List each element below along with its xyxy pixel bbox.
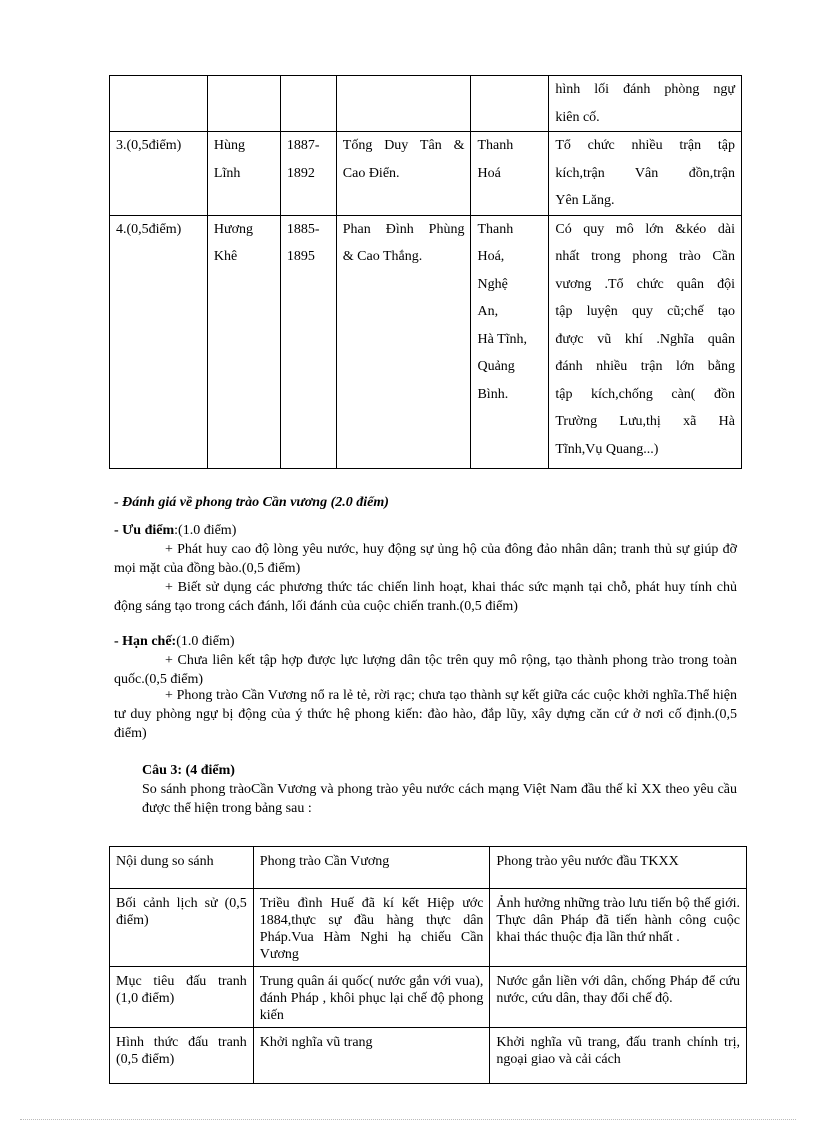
table-cell: Phan Đình Phùng & Cao Thắng. (336, 215, 471, 468)
question-3-title: Câu 3: (4 điểm) (142, 763, 235, 778)
table-header-cell: Phong trào Cần Vương (253, 847, 490, 889)
table-cell (336, 76, 471, 132)
table-cell (110, 76, 208, 132)
page-bottom-divider (20, 1119, 796, 1120)
advantage-point-1: + Phát huy cao độ lòng yêu nước, huy động sự ủng hộ của đông đảo nhân dân; tranh thủ sự giúp đỡ mọi mặt của đồng bào.(0,5 điểm) (114, 542, 737, 576)
table-cell: 1887- 1892 (280, 132, 336, 216)
table-header-cell: Phong trào yêu nước đầu TKXX (490, 847, 747, 889)
table-cell: Hùng Lĩnh (207, 132, 280, 216)
table-cell: 1885- 1895 (280, 215, 336, 468)
table-row (110, 215, 742, 468)
table-cell: Khởi nghĩa vũ trang, đấu tranh chính trị, ngoại giao và cải cách (490, 1028, 747, 1084)
advantage-point-2: + Biết sử dụng các phương thức tác chiến linh hoạt, khai thác sức mạnh tại chỗ, phát huy tính chủ động sáng tạo trong cách đánh, lối đánh của cuộc chiến tranh.(0,5 điểm) (114, 580, 737, 614)
table-header-row (110, 847, 747, 889)
table-cell: 3.(0,5điểm) (110, 132, 208, 216)
advantages-label: - Ưu điểm:(1.0 điểm) (114, 523, 237, 538)
question-3-intro: So sánh phong tràoCần Vương và phong trào yêu nước cách mạng Việt Nam đầu thế kỉ XX theo yêu cầu được thể hiện trong bảng sau : (142, 782, 737, 816)
table-row (110, 76, 742, 132)
table-cell: Triều đình Huế đã kí kết Hiệp ước 1884,thực sự đầu hàng thực dân Pháp.Vua Hàm Nghi hạ chiếu Cần Vương (253, 889, 490, 967)
limitations-label: - Hạn chế:(1.0 điểm) (114, 634, 235, 649)
table-cell: Có quy mô lớn &kéo dài nhất trong phong trào Cần vương .Tổ chức quân đội tập luyện quy cũ;chế tạo được vũ khí .Nghĩa quân đánh nhiều trận lớn bằng tập kích,chống càn( đồn Trường Lưu,thị xã Hà Tĩnh,Vụ Quang...) (549, 215, 742, 468)
table-cell (471, 76, 549, 132)
table-cell: Nước gắn liền với dân, chống Pháp để cứu nước, cứu dân, thay đổi chế độ. (490, 967, 747, 1028)
table-cell: Khởi nghĩa vũ trang (253, 1028, 490, 1084)
table-cell: Thanh Hoá (471, 132, 549, 216)
table-cell: Tống Duy Tân & Cao Điển. (336, 132, 471, 216)
table-cell: 4.(0,5điểm) (110, 215, 208, 468)
table-cell (207, 76, 280, 132)
table-cell: Trung quân ái quốc( nước gắn với vua), đánh Pháp , khôi phục lại chế độ phong kiến (253, 967, 490, 1028)
evaluation-heading: - Đánh giá về phong trào Cần vương (2.0 điểm) (114, 495, 389, 510)
table-row (110, 967, 747, 1028)
table-cell: hình lối đánh phòng ngự kiên cố. (549, 76, 742, 132)
table-cell: Tổ chức nhiều trận tập kích,trận Vân đồn,trận Yên Lăng. (549, 132, 742, 216)
limitation-point-1: + Chưa liên kết tập hợp được lực lượng dân tộc trên quy mô rộng, tạo thành phong trào trong toàn quốc.(0,5 điểm) (114, 653, 737, 687)
table-cell: Hương Khê (207, 215, 280, 468)
table-header-cell: Nội dung so sánh (110, 847, 254, 889)
table-cell (280, 76, 336, 132)
limitation-point-2: + Phong trào Cần Vương nổ ra lẻ tẻ, rời rạc; chưa tạo thành sự kết giữa các cuộc khởi nghĩa.Thể hiện tư duy phòng ngự bị động của ý thức hệ phong kiến: đào hào, đắp lũy, xây dựng căn cứ ở nơi cố định.(0,5 điểm) (114, 688, 737, 741)
table-row (110, 132, 742, 216)
table-cell: Hình thức đấu tranh (0,5 điểm) (110, 1028, 254, 1084)
table-cell: Bối cảnh lịch sử (0,5 điểm) (110, 889, 254, 967)
table-row (110, 889, 747, 967)
table-cell: Mục tiêu đấu tranh (1,0 điểm) (110, 967, 254, 1028)
uprisings-table (109, 75, 742, 469)
comparison-table (109, 846, 747, 1084)
table-row (110, 1028, 747, 1084)
table-cell: Thanh Hoá, Nghệ An, Hà Tĩnh, Quảng Bình. (471, 215, 549, 468)
table-cell: Ảnh hưởng những trào lưu tiến bộ thế giới. Thực dân Pháp đã tiến hành công cuộc khai thác thuộc địa lần thứ nhất . (490, 889, 747, 967)
